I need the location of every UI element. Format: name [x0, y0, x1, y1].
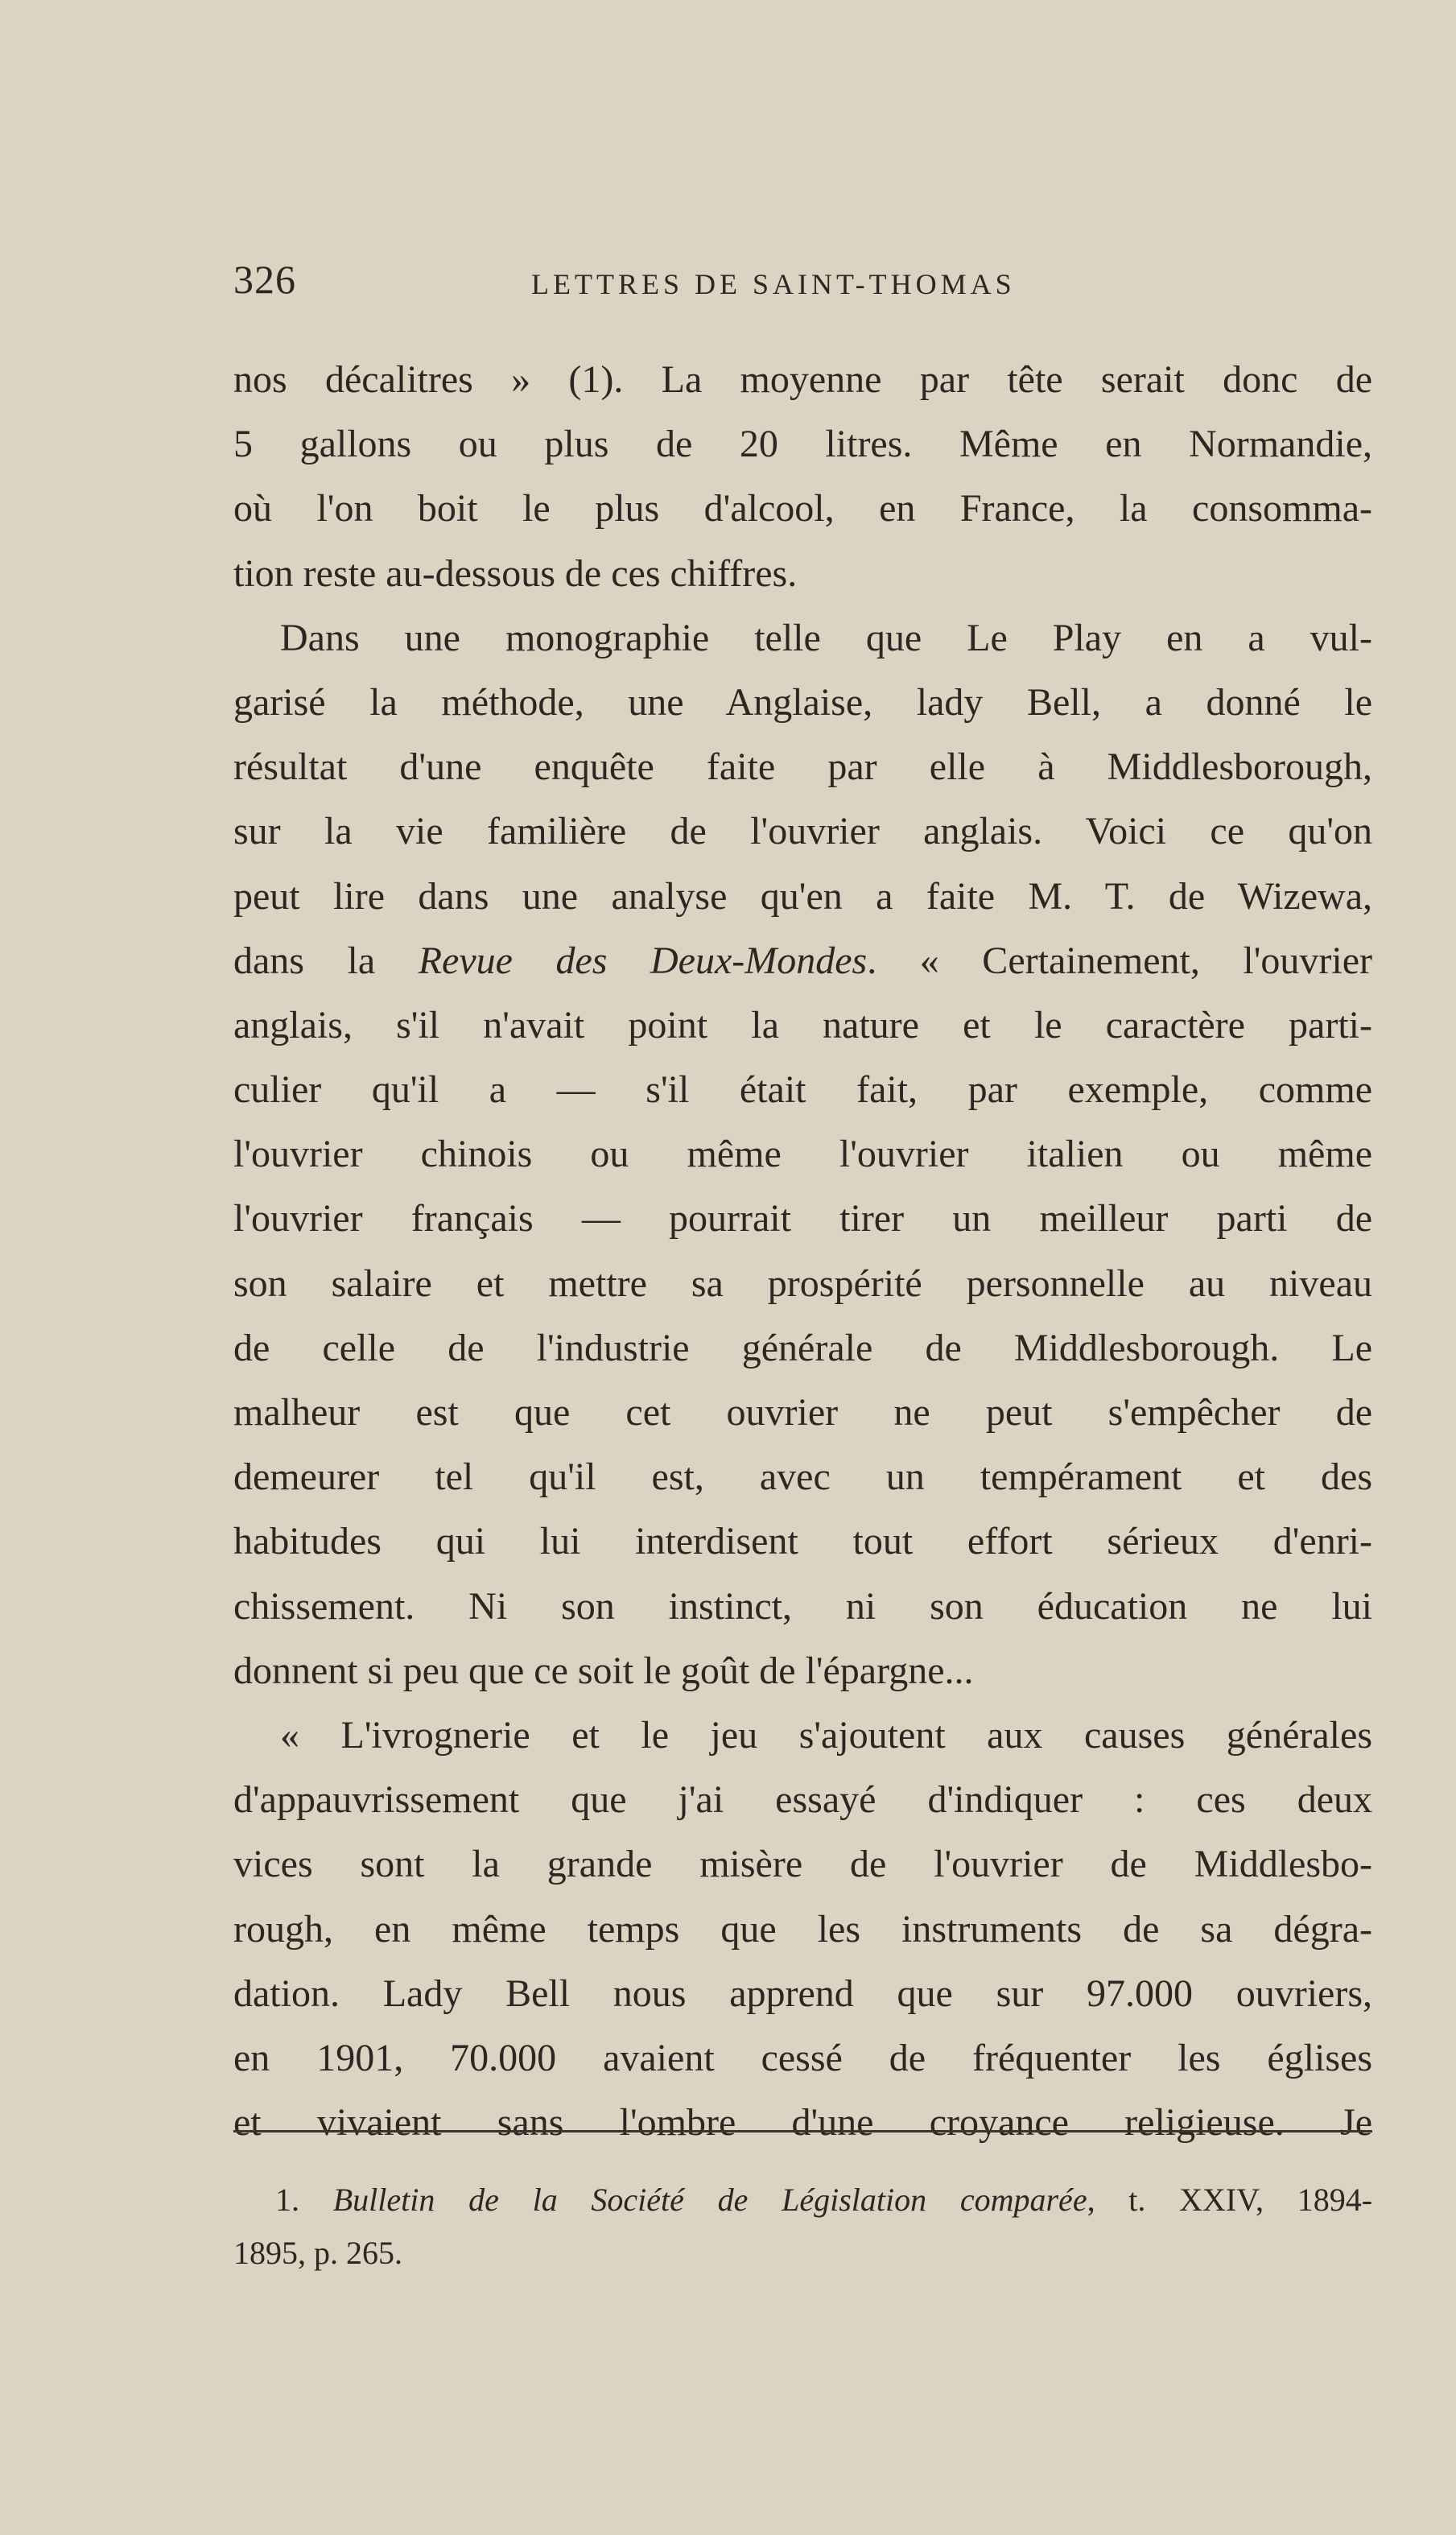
- footnote: [233, 2174, 1372, 2280]
- text-line: rough, en même temps que les instruments de sa dégra-: [233, 1907, 1372, 1951]
- text-line: nos décalitres » (1). La moyenne par tête serait donc de: [233, 358, 1372, 401]
- text-fragment: . « Certainement, l'ouvrier: [867, 939, 1373, 982]
- text-fragment: dans la: [233, 939, 419, 982]
- footnote-line: [233, 2174, 1372, 2227]
- page-header: [233, 256, 1372, 312]
- text-line: [233, 929, 1372, 993]
- text-line: vices sont la grande misère de l'ouvrier de Middlesbo-: [233, 1843, 1372, 1886]
- text-line: habitudes qui lui interdisent tout effort sérieux d'enri-: [233, 1520, 1372, 1563]
- text-line: sur la vie familière de l'ouvrier anglais. Voici ce qu'on: [233, 810, 1372, 853]
- paragraph-start-line: Dans une monographie telle que Le Play en a vul-: [280, 616, 1372, 659]
- body-text: [233, 348, 1372, 2155]
- footnote-divider: [233, 2130, 1372, 2132]
- text-line: l'ouvrier français — pourrait tirer un meilleur parti de: [233, 1197, 1372, 1241]
- text-line: donnent si peu que ce soit le goût de l'épargne...: [233, 1649, 974, 1692]
- text-line: résultat d'une enquête faite par elle à Middlesborough,: [233, 745, 1372, 789]
- text-line: demeurer tel qu'il est, avec un tempérament et des: [233, 1455, 1372, 1499]
- text-line: anglais, s'il n'avait point la nature et le caractère parti-: [233, 1003, 1372, 1047]
- text-line: l'ouvrier chinois ou même l'ouvrier italien ou même: [233, 1133, 1372, 1176]
- text-line: d'appauvrissement que j'ai essayé d'indiquer : ces deux: [233, 1778, 1372, 1822]
- text-line: de celle de l'industrie générale de Middlesborough. Le: [233, 1326, 1372, 1369]
- text-line: 5 gallons ou plus de 20 litres. Même en Normandie,: [233, 423, 1372, 466]
- footnote-number: 1.: [275, 2182, 333, 2218]
- paragraph-start-line: « L'ivrognerie et le jeu s'ajoutent aux causes générales: [280, 1713, 1372, 1757]
- footnote-line: 1895, p. 265.: [233, 2235, 402, 2271]
- text-line: malheur est que cet ouvrier ne peut s'empêcher de: [233, 1391, 1372, 1434]
- text-line: et vivaient sans l'ombre d'une croyance religieuse. Je: [233, 2101, 1372, 2145]
- footnote-citation: , t. XXIV, 1894-: [1087, 2182, 1373, 2218]
- text-line: où l'on boit le plus d'alcool, en France, la consomma-: [233, 487, 1372, 531]
- text-line: garisé la méthode, une Anglaise, lady Bell, a donné le: [233, 680, 1372, 724]
- running-title: LETTRES DE SAINT-THOMAS: [531, 268, 1016, 300]
- text-line: en 1901, 70.000 avaient cessé de fréquenter les églises: [233, 2036, 1372, 2079]
- text-line: tion reste au-dessous de ces chiffres.: [233, 551, 798, 595]
- footnote-source-title: Bulletin de la Société de Législation comparée: [332, 2182, 1087, 2218]
- text-line: son salaire et mettre sa prospérité personnelle au niveau: [233, 1261, 1372, 1305]
- journal-title: Revue des Deux-Mondes: [418, 939, 868, 982]
- text-line: culier qu'il a — s'il était fait, par exemple, comme: [233, 1068, 1372, 1112]
- text-line: chissement. Ni son instinct, ni son éducation ne lui: [233, 1584, 1372, 1628]
- text-line: dation. Lady Bell nous apprend que sur 97.000 ouvriers,: [233, 1971, 1372, 2015]
- text-line: peut lire dans une analyse qu'en a faite M. T. de Wizewa,: [233, 874, 1372, 918]
- page-number: 326: [233, 257, 296, 302]
